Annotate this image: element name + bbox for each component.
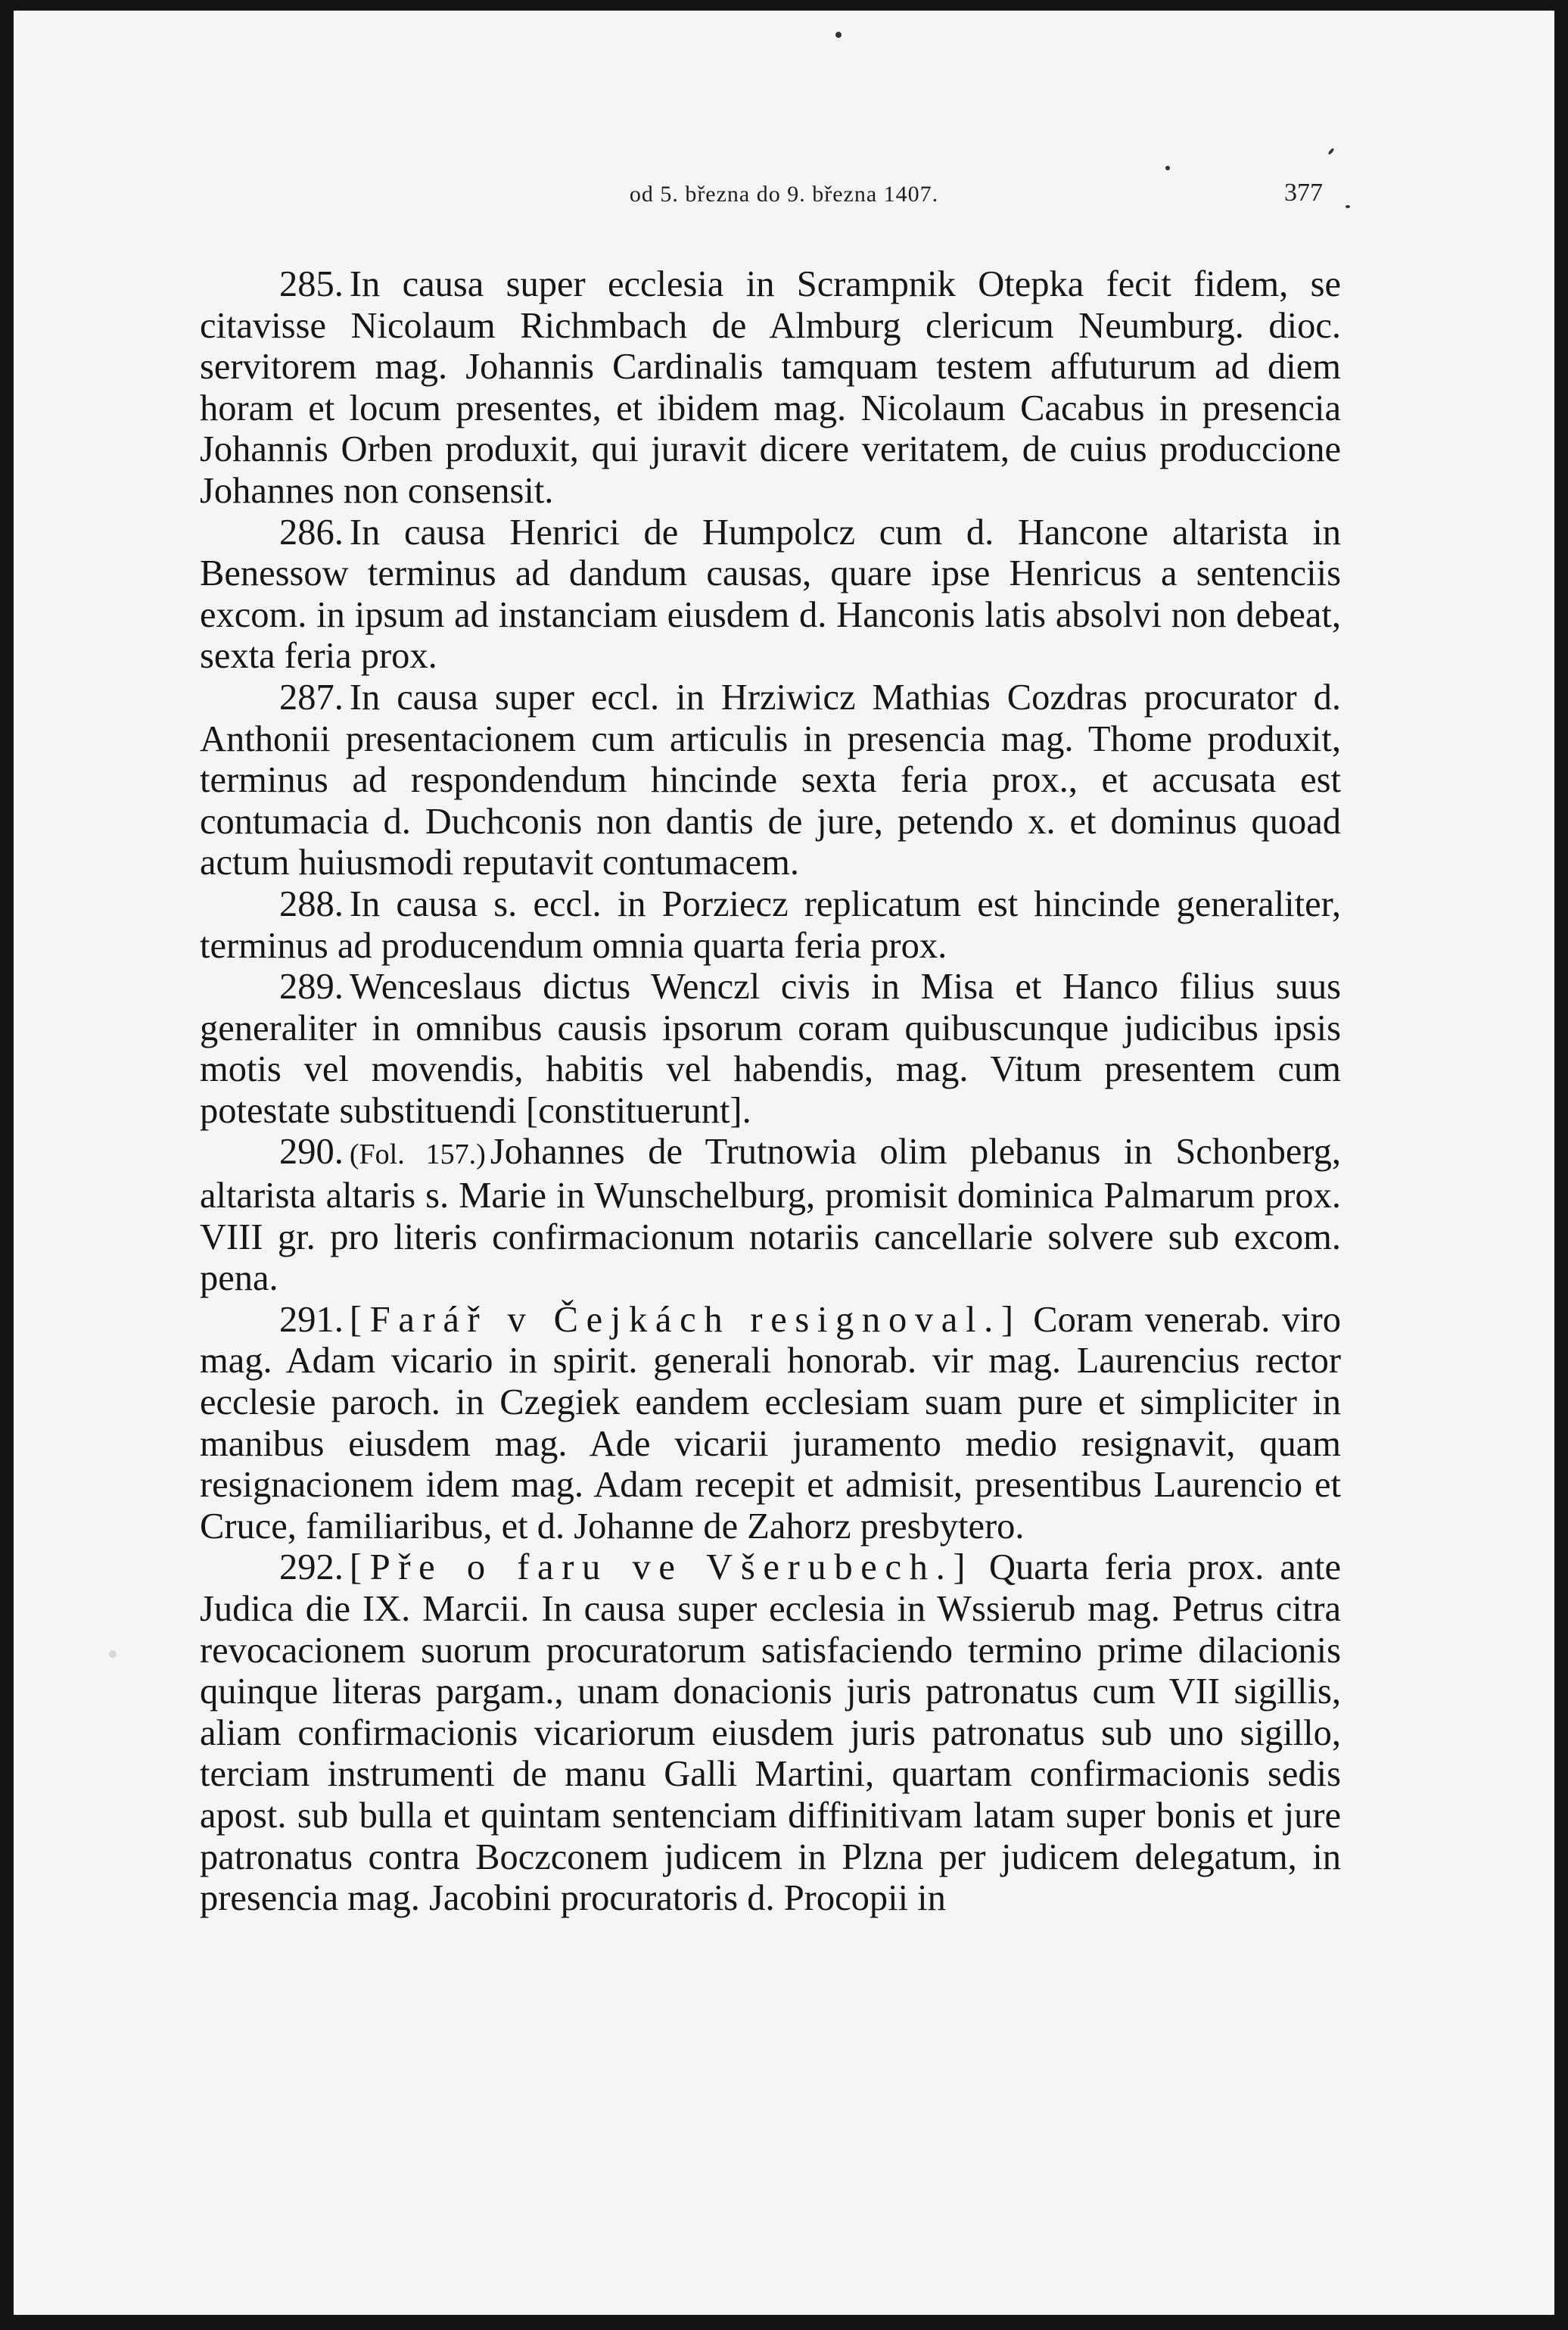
main-text	[200, 264, 1341, 1920]
scan-speck	[835, 32, 842, 38]
entry-285	[200, 264, 1341, 512]
entry-number: 286.	[279, 512, 344, 553]
entry-text: In causa super ecclesia in Scrampnik Otepka fecit fidem, se citavisse Nicolaum Richmbach de Almburg clericum Neumburg. dioc. servitorem mag. Johannis Cardinalis tamquam testem affuturum ad diem horam et locum presentes, et ibidem mag. Nicolaum Cacabus in presencia Johannis Orben produxit, qui juravit dicere veritatem, de cuius produccione Johannes non consensit.	[200, 264, 1341, 511]
entry-289	[200, 967, 1341, 1132]
entry-number: 292.	[279, 1547, 344, 1588]
entry-number: 285.	[279, 264, 344, 304]
entry-292	[200, 1547, 1341, 1919]
entry-286	[200, 512, 1341, 678]
entry-288	[200, 884, 1341, 967]
book-page	[14, 11, 1554, 2315]
scan-speck	[1327, 148, 1334, 155]
entry-heading: [Pře o faru ve Všerubech.]	[349, 1547, 974, 1588]
running-header	[14, 177, 1554, 223]
scan-speck	[109, 1650, 117, 1658]
entry-number: 288.	[279, 883, 344, 924]
entry-287	[200, 678, 1341, 884]
entry-text: In causa s. eccl. in Porziecz replicatum est hincinde generaliter, terminus ad producendum omnia quarta feria prox.	[200, 883, 1341, 966]
scan-speck	[1165, 166, 1170, 170]
entry-text: Wenceslaus dictus Wenczl civis in Misa et Hanco filius suus generaliter in omnibus causis ipsorum coram quibuscunque judicibus ipsis motis vel movendis, habitis vel habendis, mag. Vitum presentem cum potestate substituendi [constituerunt].	[200, 967, 1341, 1131]
entry-text: Coram venerab. viro mag. Adam vicario in spirit. generali honorab. vir mag. Laurencius rector ecclesie paroch. in Czegiek eandem ecclesiam suam pure et simpliciter in manibus eiusdem mag. Ade vicarii juramento medio resignavit, quam resignacionem idem mag. Adam recepit et admisit, presentibus Laurencio et Cruce, familiaribus, et d. Johanne de Zahorz presbytero.	[200, 1299, 1342, 1547]
entry-291	[200, 1300, 1341, 1548]
page-number: 377	[1284, 179, 1323, 207]
entry-number: 287.	[279, 677, 344, 718]
entry-text: Quarta feria prox. ante Judica die IX. Marcii. In causa super ecclesia in Wssierub mag. Petrus citra revocacionem suorum procuratorum satisfaciendo termino prime dilacionis quinque literas pargam., unam donacionis juris patronatus cum VII sigillis, aliam confirmacionis vicariorum eiusdem juris patronatus sub uno sigillo, terciam instrumenti de manu Galli Martini, quartam confirmacionis sedis apost. sub bulla et quintam sentenciam diffinitivam latam super bonis et jure patronatus contra Boczconem judicem in Plzna per judicem delegatum, in presencia mag. Jacobini procuratoris d. Procopii in	[200, 1547, 1342, 1919]
entry-text: Johannes de Trutnowia olim plebanus in Schonberg, altarista altaris s. Marie in Wunschelburg, promisit dominica Palmarum prox. VIII gr. pro literis confirmacionum notariis cancellarie solvere sub excom. pena.	[200, 1132, 1341, 1299]
entry-text: In causa super eccl. in Hrziwicz Mathias Cozdras procurator d. Anthonii presentacionem cum articulis in presencia mag. Thome produxit, terminus ad respondendum hincinde sexta feria prox., et accusata est contumacia d. Duchconis non dantis de jure, petendo x. et dominus quoad actum huiusmodi reputavit contumacem.	[200, 677, 1341, 883]
entry-number: 291.	[279, 1299, 344, 1340]
entry-290	[200, 1132, 1341, 1299]
entry-number: 290.	[279, 1132, 344, 1173]
folio-note: (Fol. 157.)	[349, 1139, 486, 1171]
running-title: od 5. března do 9. března 1407.	[629, 182, 939, 207]
entry-text: In causa Henrici de Humpolcz cum d. Hancone altarista in Benessow terminus ad dandum causas, quare ipse Henricus a sentenciis excom. in ipsum ad instanciam eiusdem d. Hanconis latis absolvi non debeat, sexta feria prox.	[200, 512, 1341, 677]
entry-number: 289.	[279, 967, 344, 1008]
entry-heading: [Farář v Čejkách resignoval.]	[349, 1299, 1022, 1340]
